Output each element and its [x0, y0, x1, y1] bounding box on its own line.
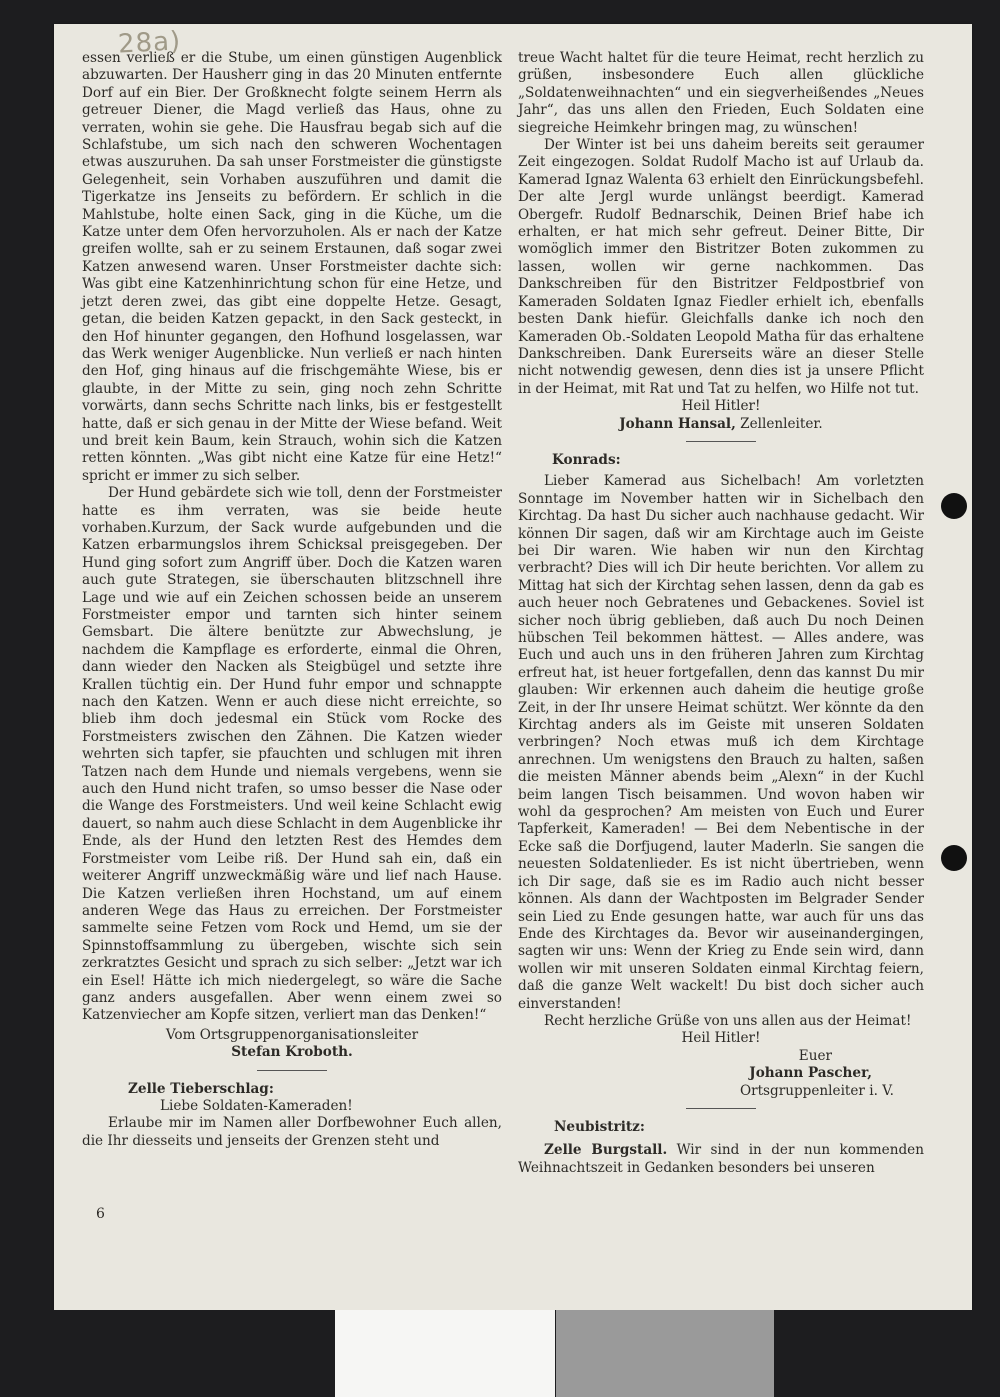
paragraph: Lieber Kamerad aus Sichelbach! Am vorletzten Sonntage im November hatten wir in Sichelbach den Kirchtag. Da hast Du sicher auch nachhause gedacht. Wir können Dir sagen, daß wir am Kirchtage auch im Geiste bei Dir waren. Wie haben wir nun den Kirchtag verbracht? Dies will ich Dir heute berichten. Vor allem zu Mittag hat sich der Kirchtag sehen lassen, denn da gab es auch heuer noch Gebratenes und Gebackenes. Soviel ist sicher noch übrig geblieben, daß auch Du noch Deinen hübschen Teil bekommen hättest. — Alles andere, was Euch und auch uns in den früheren Jahren zum Kirchtag erfreut hat, ist heuer fortgefallen, denn das kannst Du mir glauben: Wir erkennen auch daheim die heutige große Zeit, in der Ihr unsere Heimat schützt. Wer könnte da den Kirchtag anders als im Geiste mit unseren Soldaten verbringen? Noch etwas muß ich dem Kirchtage anrechnen. Um wenigstens den Brauch zu halten, saßen die meisten Männer abends beim „Alexn“ in der Kuchl beim langen Tisch beisammen. Und wovon haben wir wohl da gesprochen? Am meisten von Euch und Eurer Tapferkeit, Kameraden! — Bei dem Nebentische in der Ecke saß die Dorfjugend, lauter Maderln. Sie sangen die neuesten Soldatenlieder. Es ist nicht übertrieben, wenn ich Dir sage, daß sie es im Radio auch nicht besser können. Als dann der Wachtposten im Belgrader Sender sein Lied zu Ende gesungen hatte, war auch für uns das Ende des Kirchtages da. Bevor wir auseinandergingen, sagten wir uns: Wenn der Krieg zu Ende sein wird, dann wollen wir mit unseren Soldaten einmal Kirchtag feiern, daß die ganze Welt wackelt! Du bist doch sicher auch einverstanden!: [518, 473, 924, 1012]
signature-name: Johann Pascher,: [749, 1065, 872, 1082]
section-heading: Neubistritz:: [554, 1118, 645, 1135]
signature-name: Stefan Kroboth.: [231, 1044, 353, 1061]
left-column: [82, 50, 502, 1150]
section-heading: Zelle Tieberschlag:: [128, 1080, 274, 1097]
color-calibration-grey: [556, 1310, 774, 1397]
separator: [686, 441, 756, 442]
paragraph: Der Winter ist bei uns daheim bereits seit geraumer Zeit eingezogen. Soldat Rudolf Macho ist auf Urlaub da. Kamerad Ignaz Walenta 63 erhielt den Einrückungsbefehl. Der alte Jergl wurde unlängst beerdigt. Kamerad Obergefr. Rudolf Bednarschik, Deinen Brief habe ich erhalten, er hat mich sehr gefreut. Deiner Bitte, Dir womöglich immer den Bistritzer Boten zukommen zu lassen, wollen wir gerne nachkommen. Das Dankschreiben für den Bistritzer Feldpostbrief von Kameraden Soldaten Ignaz Fiedler erhielt ich, ebenfalls besten Dank hiefür. Gleichfalls danke ich noch den Kameraden Ob.-Soldaten Leopold Matha für das erhaltene Dankschreiben. Dank Eurerseits wäre an dieser Stelle nicht notwendig gewesen, denn dies ist ja unsere Pflicht in der Heimat, mit Rat und Tat zu helfen, wo Hilfe not tut.: [518, 137, 924, 397]
paragraph: Recht herzliche Grüße von uns allen aus der Heimat!: [544, 1012, 912, 1029]
paragraph: essen verließ er die Stube, um einen günstigen Augenblick abzuwarten. Der Hausherr ging in das 20 Minuten entfernte Dorf auf ein Bier. Der Großknecht folgte seinem Herrn als getreuer Diener, die Magd verließ das Haus, ohne zu verraten, wohin sie gehe. Die Hausfrau begab sich auf die Schlafstube, um sich nach den schweren Wochentagen etwas auszuruhen. Da sah unser Forstmeister die günstigste Gelegenheit, sein Vorhaben auszuführen und damit die Tigerkatze ins Jenseits zu befördern. Er schlich in die Mahlstube, holte einen Sack, ging in die Küche, um die Katze unter dem Ofen hervorzuholen. Als er nach der Katze greifen wollte, sah er zu seinem Erstaunen, daß sogar zwei Katzen anwesend waren. Unser Forstmeister dachte sich: Was gibt eine Katzenhinrichtung schon für eine Hetze, und jetzt deren zwei, das gibt eine doppelte Hetze. Gesagt, getan, die beiden Katzen gepackt, in den Sack gesteckt, in den Hof hinunter gegangen, den Hofhund losgelassen, war das Werk weniger Augenblicke. Nun verließ er nach hinten den Hof, ging hinaus auf die frischgemähte Wiese, bis er glaubte, in der Mitte zu sein, ging noch zehn Schritte vorwärts, dann sechs Schritte nach links, bis er festgestellt hatte, daß er sich genau in der Mitte der Wiese befand. Weit und breit kein Baum, kein Strauch, wohin sich die Katzen retten könnten. „Was gibt nicht eine Katze für eine Hetz!“ spricht er immer zu sich selber.: [82, 50, 502, 484]
color-calibration-white: [335, 1310, 555, 1397]
right-column: [518, 50, 924, 1177]
paragraph: Erlaube mir im Namen aller Dorfbewohner Euch allen, die Ihr diesseits und jenseits der Grenzen steht und: [82, 1115, 502, 1149]
closing: Euer: [798, 1047, 832, 1064]
punch-hole-bottom: [941, 845, 967, 871]
paragraph: treue Wacht haltet für die teure Heimat, recht herzlich zu grüßen, insbesondere Euch allen glückliche „Soldatenweihnachten“ und ein siegverheißendes „Neues Jahr“, das uns allen den Frieden, Euch Soldaten eine siegreiche Heimkehr bringen mag, zu wünschen!: [518, 50, 924, 136]
signature-role: Ortsgruppenleiter i. V.: [739, 1082, 894, 1099]
signature: [518, 416, 924, 433]
page-number: 6: [96, 1206, 105, 1222]
separator: [686, 1108, 756, 1109]
paragraph-text: Wir sind in der nun kommenden Weihnachtszeit in Gedanken besonders bei unseren: [518, 1142, 924, 1176]
signature-name: Johann Hansal,: [619, 415, 736, 432]
cell-label: Zelle Burgstall.: [544, 1142, 668, 1159]
greeting: Heil Hitler!: [681, 1030, 761, 1047]
separator: [257, 1070, 327, 1071]
signature-role: Vom Ortsgruppenorganisationsleiter: [165, 1026, 419, 1043]
salutation: Liebe Soldaten-Kameraden!: [160, 1097, 353, 1114]
punch-hole-top: [941, 493, 967, 519]
section-heading: Konrads:: [552, 451, 621, 468]
signature-role: Zellenleiter.: [740, 415, 823, 432]
paragraph: Der Hund gebärdete sich wie toll, denn der Forstmeister hatte es ihm verraten, was sie beide heute vorhaben.Kurzum, der Sack wurde aufgebunden und die Katzen erbarmungslos ihrem Schicksal preisgegeben. Der Hund ging sofort zum Angriff über. Doch die Katzen waren auch gute Strategen, sie überschauten blitzschnell ihre Lage und wie auf ein Zeichen schossen beide an unserem Forstmeister empor und tarnten sich hinter seinem Gemsbart. Die ältere benützte zur Abwechslung, je nachdem die Kampflage es erforderte, einmal die Ohren, dann wieder den Nacken als Steigbügel und setzte ihre Krallen tüchtig ein. Der Hund fuhr empor und schnappte nach den Katzen. Wenn er auch diese nicht erreichte, so blieb ihm doch jedesmal ein Stück vom Rocke des Forstmeisters zwischen den Zähnen. Die Katzen wieder wehrten sich tapfer, sie pfauchten und schlugen mit ihren Tatzen nach dem Hunde und niemals vergebens, wenn sie auch den Hund nicht trafen, so umso besser die Nase oder die Wange des Forstmeisters. Und weil keine Schlacht ewig dauert, so nahm auch diese Schlacht in dem Augenblicke ihr Ende, als der Hund den letzten Rest des Hemdes dem Forstmeister vom Leibe riß. Der Hund sah ein, daß ein weiterer Angriff unzweckmäßig wäre und lief nach Hause. Die Katzen verließen ihren Hochstand, um auf einem anderen Wege das Haus zu erreichen. Der Forstmeister sammelte seine Fetzen vom Rock und Hemd, um sie der Spinnstoffsammlung zu übergeben, wischte sich sein zerkratztes Gesicht und sprach zu sich selber: „Jetzt war ich ein Esel! Hätte ich mich niedergelegt, so wäre die Sache ganz anders ausgefallen. Aber wenn einem zwei so Katzenviecher am Kopfe sitzen, verliert man das Denken!“: [82, 485, 502, 1024]
handwritten-note: 28a): [117, 26, 182, 60]
greeting: Heil Hitler!: [681, 398, 761, 415]
paragraph: [518, 1142, 924, 1177]
